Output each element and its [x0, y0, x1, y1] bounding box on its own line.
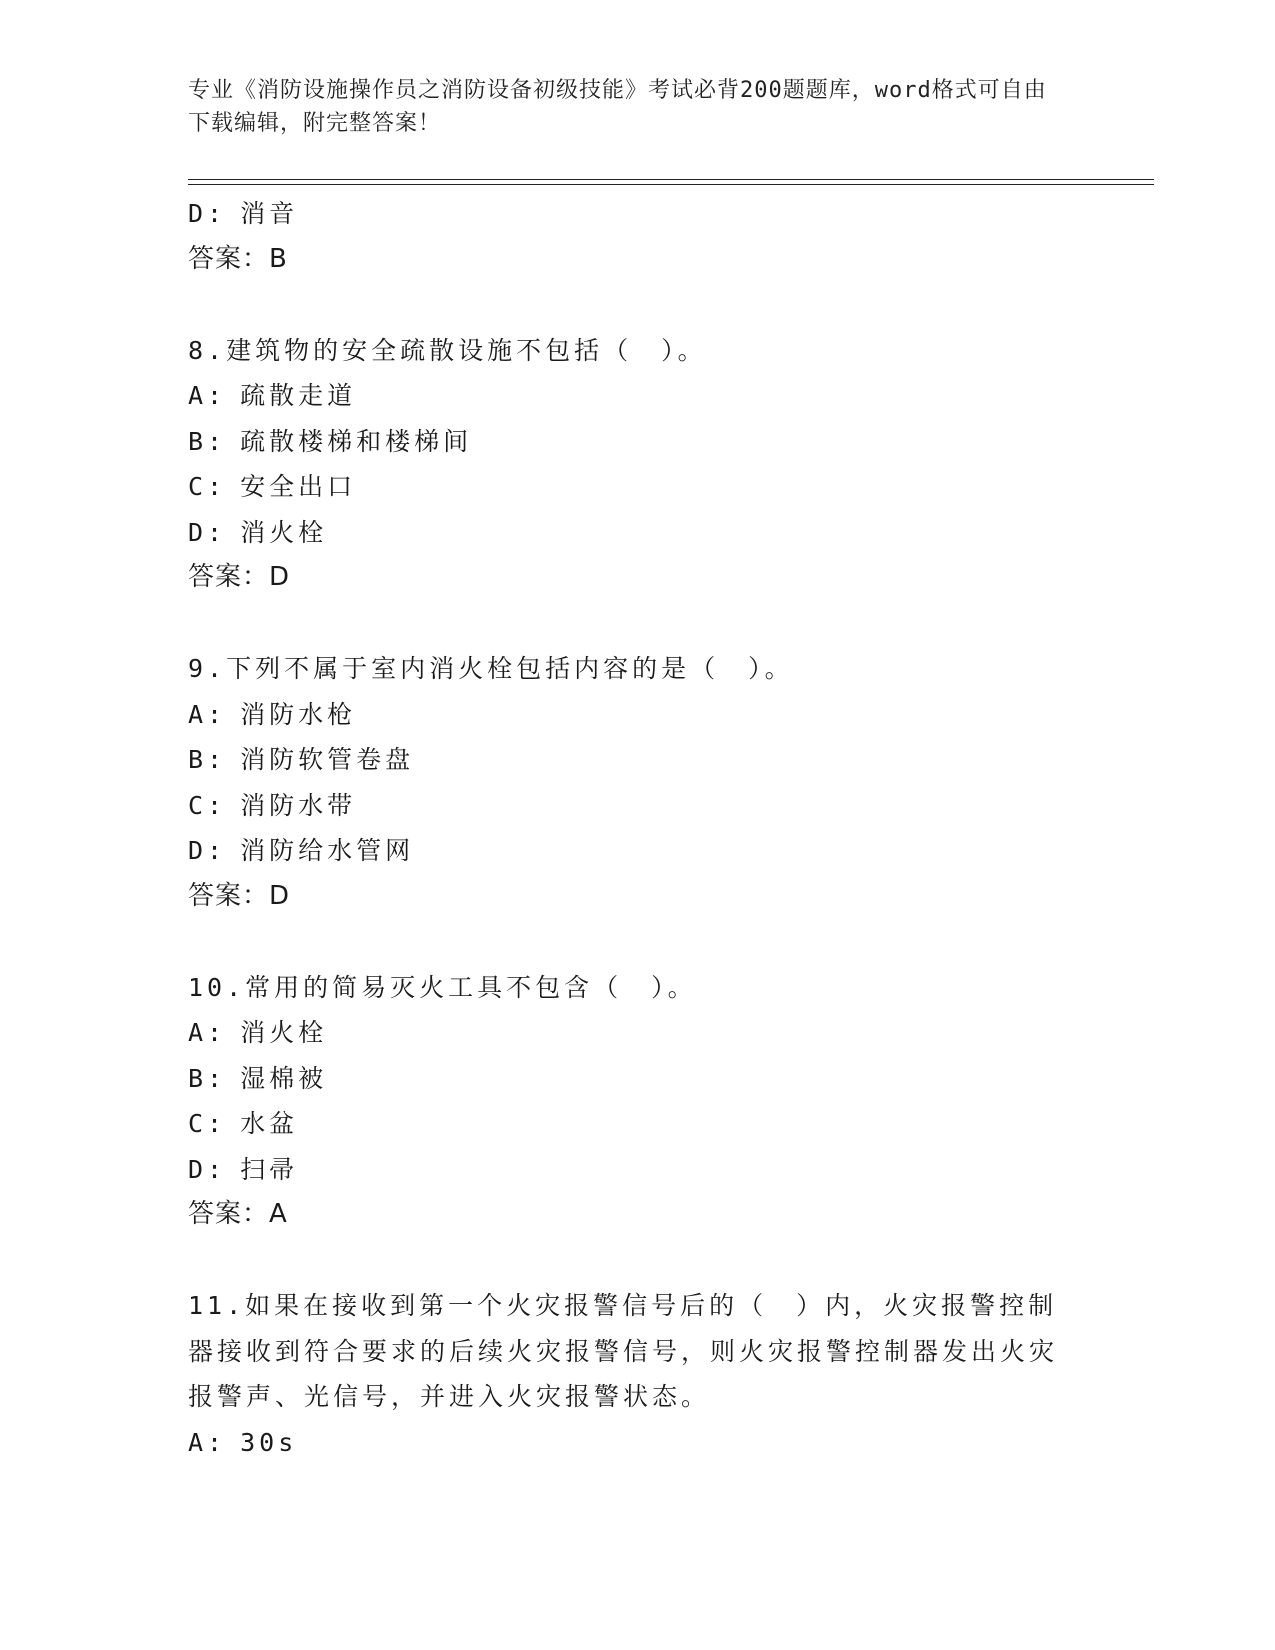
option-text: 安全出口: [240, 472, 357, 501]
answer: 答案：B: [188, 243, 288, 274]
option-d: [188, 828, 1088, 874]
answer: 答案：A: [188, 1199, 288, 1229]
option-label: D:: [188, 1154, 227, 1184]
option-label: B:: [188, 426, 227, 456]
question-stem: 8.建筑物的安全疏散设施不包括（ ）。: [188, 335, 707, 365]
option-label: D:: [188, 199, 227, 228]
option-label: A:: [188, 699, 227, 729]
option-text: 消防给水管网: [240, 836, 415, 865]
option-label: C:: [188, 790, 227, 820]
option-label: A:: [188, 1427, 227, 1457]
answer: 答案：D: [188, 562, 291, 592]
option-b: [188, 1056, 1088, 1102]
option-c: [188, 464, 1088, 510]
option-text: 消防水枪: [240, 699, 357, 729]
option-text: 消火栓: [240, 517, 328, 547]
question-list: [188, 191, 1088, 1465]
option-d: [188, 191, 1088, 237]
answer: 答案：D: [188, 880, 291, 911]
option-label: C:: [188, 472, 227, 501]
option-label: B:: [188, 1063, 227, 1093]
document-header: 专业《消防设施操作员之消防设备初级技能》考试必背200题题库，word格式可自由下载编辑，附完整答案！: [188, 78, 1047, 136]
option-label: A:: [188, 1018, 227, 1047]
option-text: 疏散楼梯和楼梯间: [240, 426, 473, 456]
option-c: [188, 783, 1088, 829]
option-text: 湿棉被: [240, 1063, 328, 1093]
spacer: [188, 601, 1088, 647]
spacer: [188, 282, 1088, 328]
question-stem: 10.常用的简易灭火工具不包含（ ）。: [188, 972, 697, 1002]
option-a: [188, 692, 1088, 738]
header-rule-top: [188, 179, 1154, 180]
question-stem: 9.下列不属于室内消火栓包括内容的是（ ）。: [188, 654, 794, 683]
option-label: C:: [188, 1109, 227, 1138]
option-text: 消音: [240, 199, 299, 228]
option-a: [188, 1010, 1088, 1056]
option-b: [188, 419, 1088, 465]
option-b: [188, 737, 1088, 783]
option-text: 水盆: [240, 1109, 299, 1138]
option-text: 扫帚: [240, 1154, 299, 1184]
option-text: 30s: [240, 1427, 298, 1457]
option-d: [188, 510, 1088, 556]
option-label: D:: [188, 836, 227, 865]
option-text: 消火栓: [240, 1018, 328, 1047]
option-a: [188, 1420, 1088, 1466]
option-c: [188, 1101, 1088, 1147]
option-d: [188, 1147, 1088, 1193]
spacer: [188, 1238, 1088, 1284]
question-stem: 11.如果在接收到第一个火灾报警信号后的（ ）内，火灾报警控制器接收到符合要求的后续火灾报警信号，则火灾报警控制器发出火灾报警声、光信号，并进入火灾报警状态。: [188, 1291, 1059, 1411]
option-text: 消防水带: [240, 790, 357, 820]
option-label: A:: [188, 381, 227, 410]
option-text: 疏散走道: [240, 381, 357, 410]
spacer: [188, 919, 1088, 965]
header-rule-bottom: [188, 184, 1154, 185]
option-label: B:: [188, 745, 227, 774]
option-text: 消防软管卷盘: [240, 745, 415, 774]
option-a: [188, 373, 1088, 419]
option-label: D:: [188, 517, 227, 547]
